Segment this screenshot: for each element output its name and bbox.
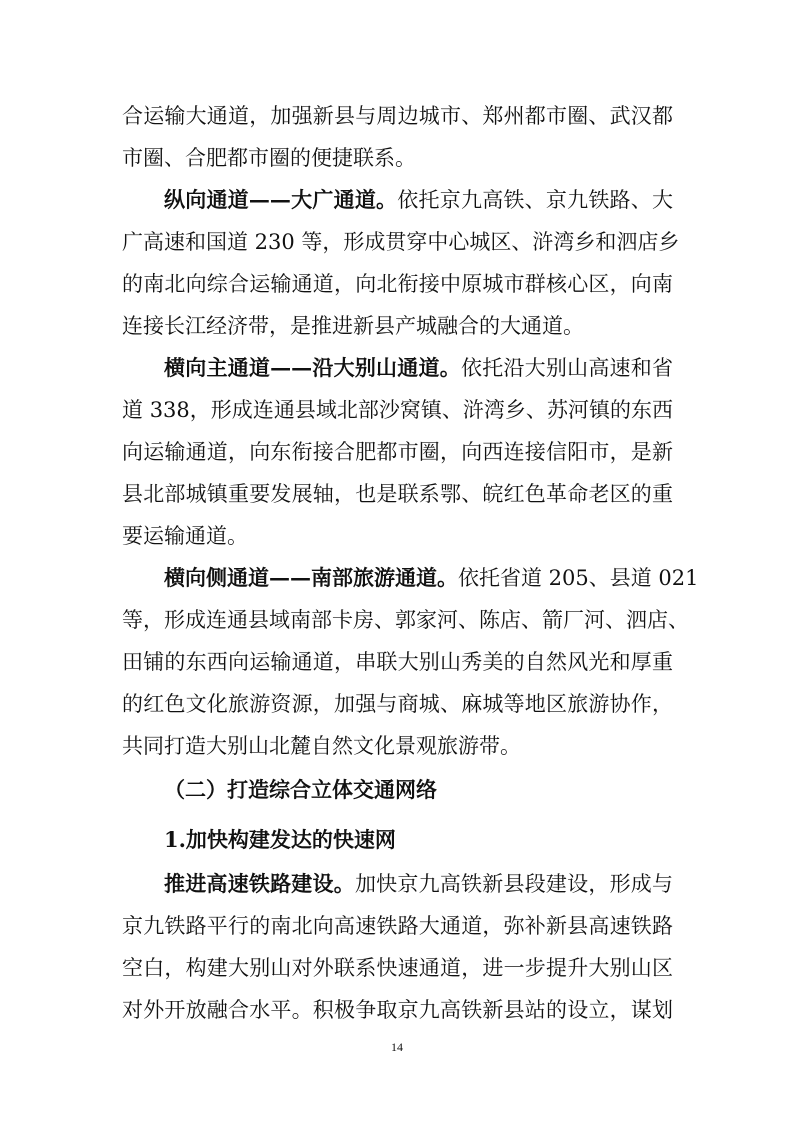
text-line: 市圈、合肥都市圈的便捷联系。 [122, 146, 416, 170]
text-line: 京九铁路平行的南北向高速铁路大通道，弥补新县高速铁路 [122, 914, 673, 938]
text-line: 等，形成连通县域南部卡房、郭家河、陈店、箭厂河、泗店、 [122, 608, 689, 632]
text-line: 对外开放融合水平。积极争取京九高铁新县站的设立，谋划 [122, 998, 673, 1022]
text-line: 的南北向综合运输通道，向北衔接中原城市群核心区，向南 [122, 272, 673, 296]
text-run: 加快京九高铁新县段建设，形成与 [354, 872, 674, 896]
paragraph-first-line [164, 182, 673, 218]
bold-lead: 横向主通道——沿大别山通道。 [164, 355, 461, 380]
paragraph-first-line [164, 560, 699, 596]
text-line: 广高速和国道 230 等，形成贯穿中心城区、浒湾乡和泗店乡 [122, 230, 680, 254]
text-line: 合运输大通道，加强新县与周边城市、郑州都市圈、武汉都 [122, 104, 673, 128]
bold-lead: 推进高速铁路建设。 [164, 871, 355, 896]
page-number: 14 [391, 1040, 403, 1054]
text-line: 共同打造大别山北麓自然文化景观旅游带。 [122, 734, 521, 758]
text-line: 田铺的东西向运输通道，串联大别山秀美的自然风光和厚重 [122, 650, 673, 674]
text-run: 依托京九高铁、京九铁路、大 [397, 188, 674, 212]
text-line: 道 338，形成连通县域北部沙窝镇、浒湾乡、苏河镇的东西 [122, 398, 673, 422]
text-line: 县北部城镇重要发展轴，也是联系鄂、皖红色革命老区的重 [122, 482, 673, 506]
bold-lead: 横向侧通道——南部旅游通道。 [164, 565, 458, 590]
subsection-heading: 1.加快构建发达的快速网 [164, 827, 396, 852]
section-heading: （二）打造综合立体交通网络 [164, 777, 437, 802]
text-line: 向运输通道，向东衔接合肥都市圈，向西连接信阳市，是新 [122, 440, 673, 464]
paragraph-first-line [164, 350, 673, 386]
text-run: 依托省道 205、县道 021 [458, 566, 699, 590]
bold-lead: 纵向通道——大广通道。 [164, 187, 398, 212]
text-line: 连接长江经济带，是推进新县产城融合的大通道。 [122, 314, 584, 338]
text-line: 空白，构建大别山对外联系快速通道，进一步提升大别山区 [122, 956, 673, 980]
text-run: 依托沿大别山高速和省 [460, 356, 674, 380]
paragraph-first-line [164, 866, 673, 902]
text-line: 的红色文化旅游资源，加强与商城、麻城等地区旅游协作， [122, 692, 673, 716]
text-line: 要运输通道。 [122, 524, 248, 548]
